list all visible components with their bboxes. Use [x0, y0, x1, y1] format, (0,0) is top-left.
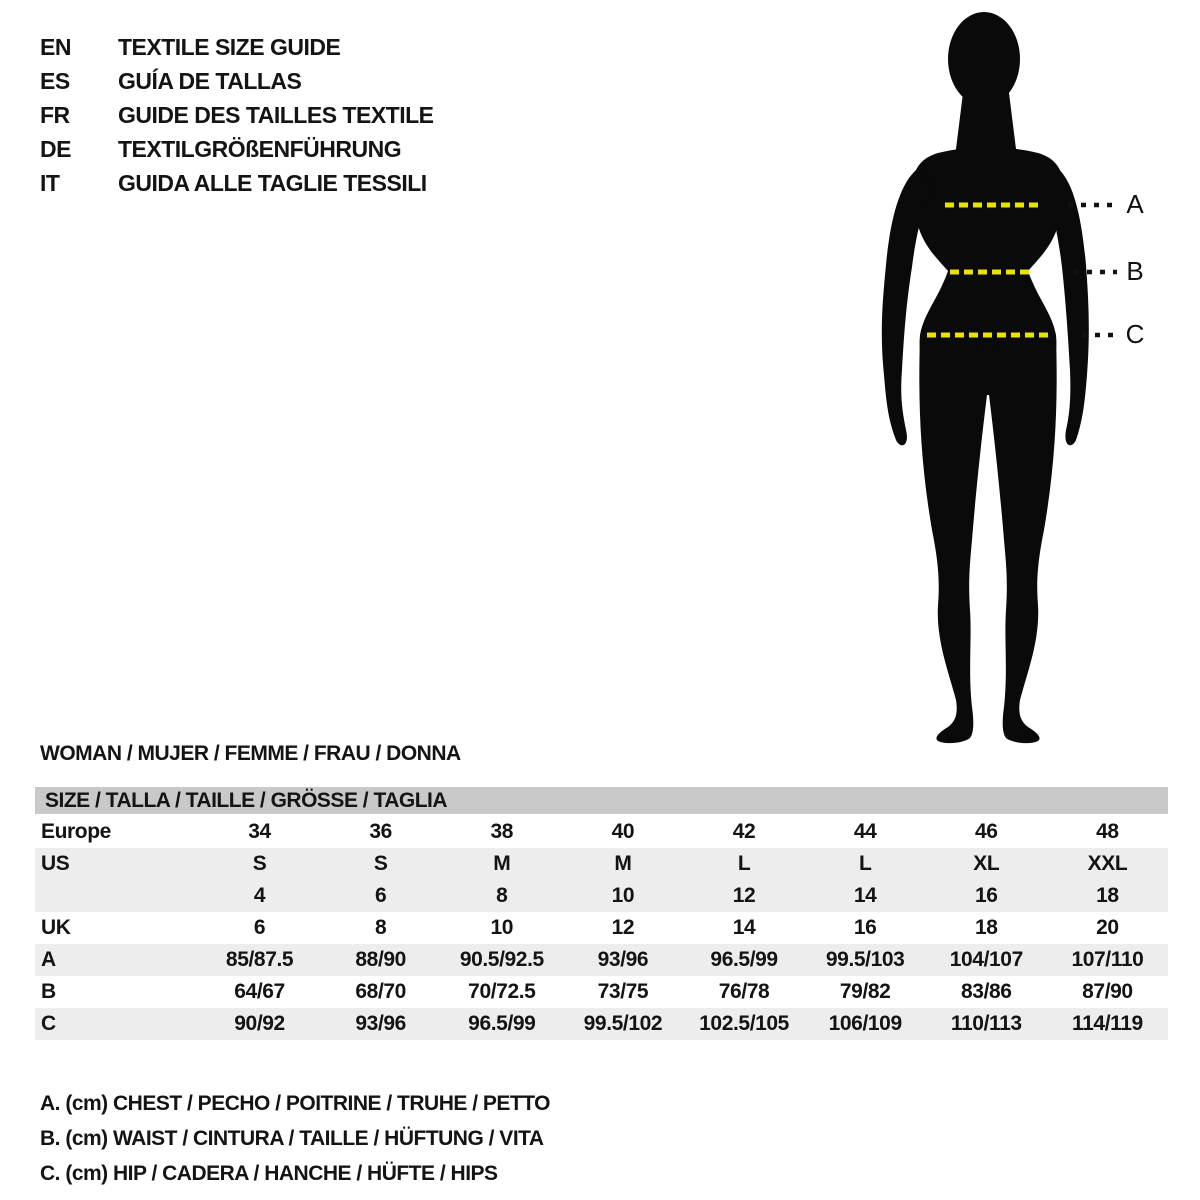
size-cell: 10	[490, 916, 514, 939]
woman-figure	[870, 5, 1200, 750]
size-cell: 96.5/99	[468, 1012, 536, 1035]
silhouette-right-leg	[989, 337, 1057, 743]
size-cell: 102.5/105	[699, 1012, 789, 1035]
language-code: EN	[40, 33, 71, 60]
size-cell: 88/90	[355, 948, 406, 971]
legend-waist: B. (cm) WAIST / CINTURA / TAILLE / HÜFTUNG / VITA	[40, 1126, 544, 1150]
language-title: GUIDE DES TAILLES TEXTILE	[118, 101, 434, 128]
size-cell: 4	[253, 884, 266, 907]
size-cell: 85/87.5	[225, 948, 294, 971]
size-cell: 93/96	[597, 948, 649, 971]
size-cell: 68/70	[355, 980, 406, 1003]
measure-label-a: A	[1126, 189, 1144, 219]
size-cell: 18	[1096, 884, 1119, 907]
size-cell: 99.5/103	[825, 948, 905, 971]
size-cell: 6	[253, 916, 266, 939]
size-cell: 104/107	[949, 948, 1023, 971]
size-cell: L	[737, 852, 751, 875]
size-cell: 76/78	[718, 980, 770, 1003]
section-title: WOMAN / MUJER / FEMME / FRAU / DONNA	[40, 742, 461, 765]
legend-hip: C. (cm) HIP / CADERA / HANCHE / HÜFTE / HIPS	[40, 1161, 498, 1185]
size-cell: 114/119	[1072, 1012, 1143, 1035]
language-code: FR	[40, 101, 70, 128]
silhouette-left-leg	[919, 337, 987, 743]
size-cell: 14	[853, 884, 877, 907]
language-title: GUIDA ALLE TAGLIE TESSILI	[118, 169, 427, 196]
table-row-europe	[35, 816, 1168, 848]
language-row-fr	[40, 98, 434, 132]
size-cell: 18	[975, 916, 998, 939]
language-row-en	[40, 30, 434, 64]
size-cell: 70/72.5	[468, 980, 536, 1003]
size-cell: 93/96	[355, 1012, 406, 1035]
size-cell: XL	[973, 852, 1000, 875]
size-cell: M	[614, 852, 632, 875]
language-row-de	[40, 132, 434, 166]
language-code: DE	[40, 135, 71, 162]
row-label: UK	[41, 916, 71, 939]
language-title: TEXTILGRÖßENFÜHRUNG	[118, 135, 402, 162]
measure-label-c: C	[1125, 319, 1145, 349]
size-cell: 40	[611, 820, 635, 843]
size-cell: 87/90	[1082, 980, 1133, 1003]
size-cell: 16	[853, 916, 877, 939]
size-cell: 110/113	[950, 1012, 1022, 1035]
language-list	[40, 30, 434, 200]
language-row-es	[40, 64, 434, 98]
table-row-uk	[35, 912, 1168, 944]
size-cell: 34	[248, 820, 271, 843]
table-row-waist	[35, 976, 1168, 1008]
size-cell: XXL	[1087, 852, 1128, 875]
size-cell: 14	[732, 916, 756, 939]
size-cell: 64/67	[234, 980, 285, 1003]
measure-label-b: B	[1126, 256, 1144, 286]
woman-silhouette-svg	[870, 5, 1200, 750]
table-header-bar	[35, 787, 1168, 816]
size-cell: 79/82	[839, 980, 891, 1003]
size-cell: S	[373, 852, 388, 875]
size-cell: 16	[975, 884, 998, 907]
size-cell: 106/109	[828, 1012, 902, 1035]
row-label: C	[41, 1012, 56, 1035]
size-cell: 48	[1096, 820, 1119, 843]
size-cell: 10	[611, 884, 635, 907]
language-title: TEXTILE SIZE GUIDE	[118, 33, 341, 60]
table-header-text: SIZE / TALLA / TAILLE / GRÖSSE / TAGLIA	[45, 788, 448, 812]
legend-chest: A. (cm) CHEST / PECHO / POITRINE / TRUHE / PETTO	[40, 1091, 551, 1115]
size-cell: 20	[1096, 916, 1119, 939]
size-cell: 90/92	[234, 1012, 285, 1035]
size-cell: 96.5/99	[710, 948, 778, 971]
size-cell: 6	[375, 884, 387, 907]
size-cell: 90.5/92.5	[459, 948, 544, 971]
size-cell: 83/86	[961, 980, 1012, 1003]
size-cell: M	[493, 852, 511, 875]
size-cell: 38	[490, 820, 514, 843]
size-cell: 99.5/102	[583, 1012, 663, 1035]
size-cell: 12	[732, 884, 756, 907]
size-cell: 44	[853, 820, 877, 843]
size-table	[35, 787, 1168, 1040]
size-cell: 36	[369, 820, 392, 843]
table-row-hip	[35, 1008, 1168, 1040]
size-cell: 73/75	[597, 980, 649, 1003]
row-label: A	[41, 948, 56, 971]
row-label: US	[41, 852, 70, 875]
row-label: Europe	[41, 820, 111, 843]
language-code: ES	[40, 67, 70, 94]
table-row-chest	[35, 944, 1168, 976]
size-cell: 8	[496, 884, 508, 907]
size-cell: 42	[732, 820, 756, 843]
size-cell: 12	[611, 916, 635, 939]
row-label: B	[41, 980, 56, 1003]
language-title: GUÍA DE TALLAS	[118, 67, 302, 94]
language-row-it	[40, 166, 434, 200]
size-cell: 46	[975, 820, 998, 843]
size-cell: 107/110	[1071, 948, 1144, 971]
measurement-legend	[40, 1086, 550, 1191]
size-cell: 8	[375, 916, 387, 939]
size-cell: S	[252, 852, 267, 875]
size-cell: L	[858, 852, 872, 875]
language-code: IT	[40, 169, 60, 196]
table-row-us-numeric	[35, 880, 1168, 912]
silhouette-neck	[955, 77, 1017, 157]
table-row-us	[35, 848, 1168, 880]
